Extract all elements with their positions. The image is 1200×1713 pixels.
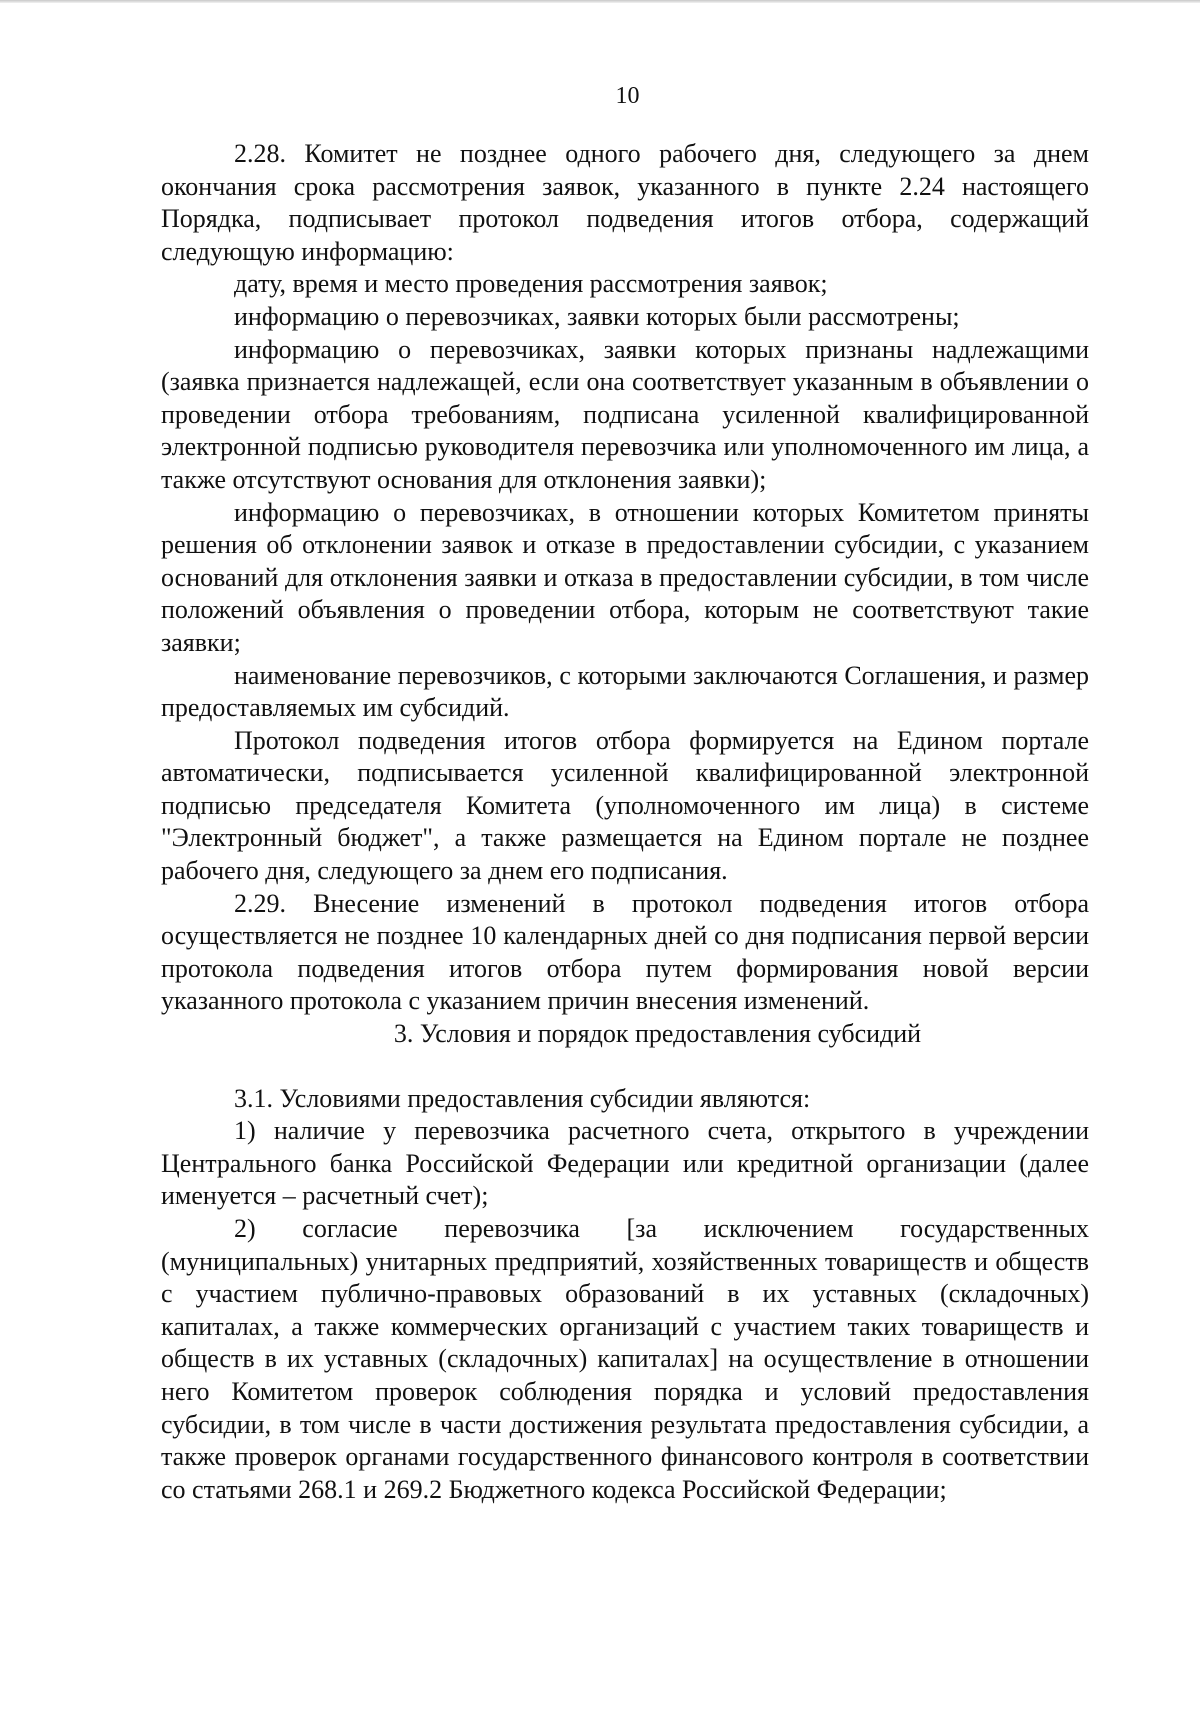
list-item: 1) наличие у перевозчика расчетного счета, открытого в учреждении Центрального банка Российской Федерации или кредитной организации (далее именуется – расчетный счет); [161, 1116, 1089, 1211]
list-item: информацию о перевозчиках, в отношении которых Комитетом приняты решения об отклонении заявок и отказе в предоставлении субсидии, с указанием оснований для отклонения заявки и отказа в предоставлении субсидии, в том числе положений объявления о проведении отбора, которым не соответствуют такие заявки; [161, 497, 1089, 657]
section-heading: 3. Условия и порядок предоставления субсидий [393, 1019, 922, 1049]
paragraph-3-1: 3.1. Условиями предоставления субсидии являются: [234, 1083, 811, 1113]
page-number: 10 [615, 83, 640, 109]
paragraph-2-29: 2.29. Внесение изменений в протокол подведения итогов отбора осуществляется не позднее 10 календарных дней со дня подписания первой версии протокола подведения итогов отбора путем формирования новой версии указанного протокола с указанием причин внесения изменений. [161, 888, 1089, 1016]
list-item: 2) согласие перевозчика [за исключением государственных (муниципальных) унитарных предприятий, хозяйственных товариществ и обществ с участием публично-правовых образований в их уставных (складочных) капиталах, а также коммерческих организаций с участием таких товариществ и обществ в их уставных (складочных) капиталах] на осуществление в отношении него Комитетом проверок соблюдения порядка и условий предоставления субсидии, в том числе в части достижения результата предоставления субсидии, а также проверок органами государственного финансового контроля в соответствии со статьями 268.1 и 269.2 Бюджетного кодекса Российской Федерации; [161, 1214, 1089, 1504]
list-item: дату, время и место проведения рассмотрения заявок; [234, 269, 828, 299]
list-item: наименование перевозчиков, с которыми заключаются Соглашения, и размер предоставляемых им субсидий. [161, 660, 1089, 723]
list-item: информацию о перевозчиках, заявки которых признаны надлежащими (заявка признается надлежащей, если она соответствует указанным в объявлении о проведении отбора требованиям, подписана усиленной квалифицированной электронной подписью руководителя перевозчика или уполномоченного им лица, а также отсутствуют основания для отклонения заявки); [161, 334, 1089, 494]
list-item: информацию о перевозчиках, заявки которых были рассмотрены; [234, 301, 960, 331]
document-body [161, 138, 1089, 1506]
scan-edge [0, 0, 1200, 3]
paragraph-2-28: 2.28. Комитет не позднее одного рабочего дня, следующего за днем окончания срока рассмотрения заявок, указанного в пункте 2.24 настоящего Порядка, подписывает протокол подведения итогов отбора, содержащий следующую информацию: [161, 139, 1089, 266]
paragraph-protocol: Протокол подведения итогов отбора формируется на Едином портале автоматически, подписывается усиленной квалифицированной электронной подписью председателя Комитета (уполномоченного им лица) в системе "Электронный бюджет", а также размещается на Едином портале не позднее рабочего дня, следующего за днем его подписания. [161, 725, 1089, 886]
